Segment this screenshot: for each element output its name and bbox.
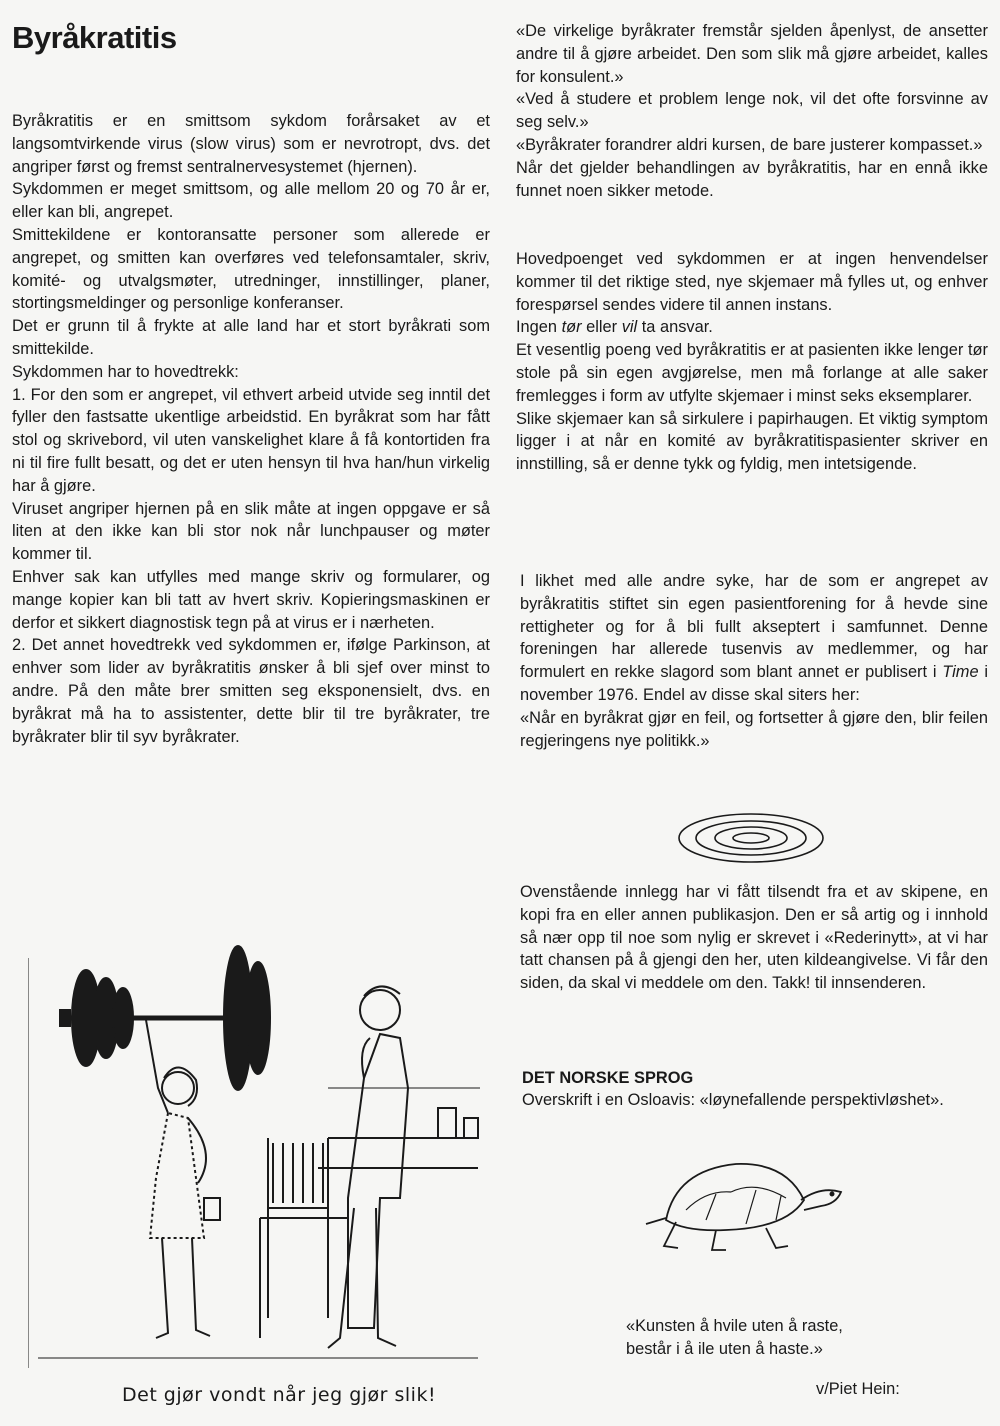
paragraph: «De virkelige byråkrater fremstår sjelden åpenlyst, de ansetter andre til å gjøre arbeidet. Den som slik må gjøre arbeidet, kalles for konsulent.» bbox=[516, 22, 988, 86]
emphasis: Time bbox=[942, 663, 979, 682]
right-body-patient-association bbox=[520, 570, 988, 752]
paragraph: «Byråkrater forandrer aldri kursen, de bare justerer kompasset.» bbox=[516, 135, 983, 154]
poem-signature: v/Piet Hein: bbox=[816, 1380, 900, 1398]
paragraph: «Ved å studere et problem lenge nok, vil det ofte forsvinne av seg selv.» bbox=[516, 90, 988, 132]
paragraph-ingen bbox=[516, 316, 988, 339]
right-body-main-point bbox=[516, 248, 988, 476]
emphasis: vil bbox=[621, 318, 638, 337]
weightlifter-cartoon-illustration bbox=[28, 938, 488, 1378]
paragraph: Overskrift i en Osloavis: «løynefallende perspektivløshet». bbox=[522, 1091, 944, 1109]
paragraph: Sykdommen har to hovedtrekk: bbox=[12, 362, 239, 381]
paragraph: Når det gjelder behandlingen av byråkratitis, har en ennå ikke funnet noen sikker metode. bbox=[516, 158, 988, 200]
paragraph: Viruset angriper hjernen på en slik måte at ingen oppgave er så liten at den ikke kan bli stor nok når lunchpauser og møter kommer til. bbox=[12, 499, 490, 564]
paragraph: Slike skjemaer kan så sirkulere i papirhaugen. Et viktig symptom ligger i at når en komité av byråkratitispasienter skriver en innstilling, så er denne tykk og fyldig, men intetsigende. bbox=[516, 409, 988, 474]
det-norske-sprog-section bbox=[522, 1067, 988, 1112]
paragraph: Det er grunn til å frykte at alle land har et stort byråkrati som smittekilde. bbox=[12, 317, 490, 358]
section-heading: DET NORSKE SPROG bbox=[522, 1069, 694, 1087]
emphasis: tør bbox=[561, 318, 582, 337]
turtle-illustration bbox=[636, 1150, 846, 1260]
paragraph: Et vesentlig poeng ved byråkratitis er at pasienten ikke lenger tør stole på sin egen avgjørelse, men må forlange at alle saker fremlegges i form av utfylte skjemaer i minst seks eksemplarer. bbox=[516, 341, 988, 405]
paragraph: Hovedpoenget ved sykdommen er at ingen henvendelser kommer til det riktige sted, nye skjemaer må fylles ut, og enhver forespørsel sendes videre til annen instans. bbox=[516, 250, 988, 314]
paragraph: Byråkratitis er en smittsom sykdom forårsaket av et langsomtvirkende virus (slow virus) som er nevrotropt, dvs. det angriper først og fremst sentralnervesystemet (hjernen). bbox=[12, 112, 490, 176]
text: I likhet med alle andre syke, har de som er angrepet av byråkratitis stiftet sin egen pasientforening for å hevde sine rettigheter og for å bli fullt akseptert i samfunnet. Denne foreningen har allerede tusenvis av medlemmer, og har formulert en rekke slagord som blant annet er publisert i bbox=[520, 572, 988, 682]
paragraph: Enhver sak kan utfylles med mange skriv og formularer, og mange kopier kan bli tatt av hvert skriv. Kopieringsmaskinen er derfor et sikkert diagnostisk tegn på at virus er i nærheten. bbox=[12, 567, 490, 632]
right-body-editor-note bbox=[520, 881, 988, 995]
text: eller bbox=[581, 318, 622, 337]
poem-line: «Kunsten å hvile uten å raste, bbox=[626, 1317, 843, 1335]
text: ta ansvar. bbox=[637, 318, 713, 337]
paragraph: 2. Det annet hovedtrekk ved sykdommen er, ifølge Parkinson, at enhver som lider av byråkratitis ønsker å bli sjef over minst to andre. På den måte brer smitten seg eksponensielt, dvs. en byråkrat må ha to assistenter, dette blir til tre byråkrater, tre byråkrater blir til syv byråkrater. bbox=[12, 636, 490, 746]
piet-hein-poem bbox=[626, 1315, 986, 1361]
text: Ingen bbox=[516, 318, 562, 337]
paragraph: Sykdommen er meget smittsom, og alle mellom 20 og 70 år er, eller kan bli, angrepet. bbox=[12, 180, 490, 222]
paragraph: 1. For den som er angrepet, vil ethvert arbeid utvide seg inntil det fyller den fastsatte ukentlige arbeidstid. En byråkrat som har fått stol og skrivebord, vil uten vanskelighet klare å få kontortiden fra ni til fire fullt besatt, og det er uten hensyn til hva han/hun virkelig har å gjøre. bbox=[12, 385, 490, 495]
page-title: Byråkratitis bbox=[12, 20, 177, 55]
left-body bbox=[12, 110, 490, 748]
paragraph bbox=[520, 570, 988, 707]
poem-line: består i å ile uten å haste.» bbox=[626, 1339, 823, 1358]
slogan-quote: «Når en byråkrat gjør en feil, og fortsetter å gjøre den, blir feilen regjeringens nye politikk.» bbox=[520, 708, 988, 750]
paragraph: Ovenstående innlegg har vi fått tilsendt fra et av skipene, en kopi fra en eller annen publikasjon. Den er så artig og i innhold så nær opp til noe som nylig er skrevet i «Rederinytt», at vi har tatt chansen på å gjengi den her, uten kildeangivelse. Vi får den siden, da skal vi meddele om den. Takk! til innsenderen. bbox=[520, 883, 988, 993]
right-body-quotes bbox=[516, 20, 988, 202]
text: i november 1976. Endel av disse skal siters her: bbox=[520, 663, 988, 704]
paragraph: Smittekildene er kontoransatte personer som allerede er angrepet, og smitten kan overføres ved telefonsamtaler, skriv, komité- og utvalgsmøter, utredninger, innstillinger, planer, stortingsmeldinger og personlige konferanser. bbox=[12, 225, 490, 313]
spiral-ornament-icon bbox=[676, 808, 826, 868]
cartoon-caption: Det gjør vondt når jeg gjør slik! bbox=[122, 1384, 437, 1406]
